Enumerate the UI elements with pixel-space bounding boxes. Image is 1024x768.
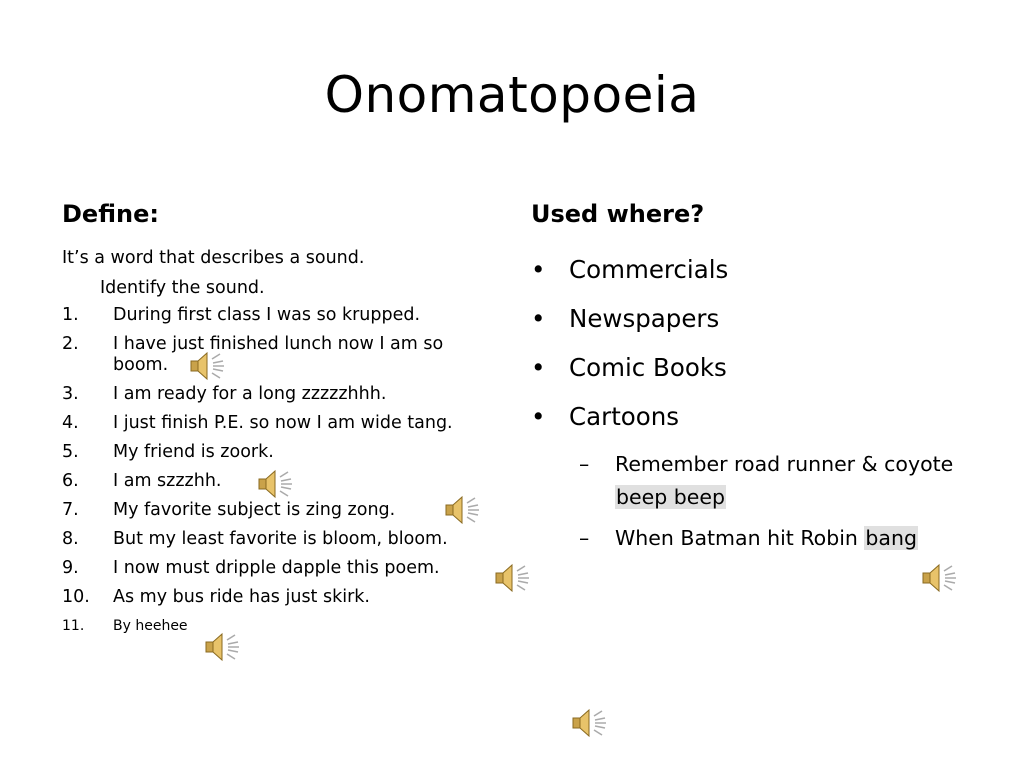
list-item [531,352,981,401]
list-text: My friend is zoork. [113,442,274,462]
list-item [579,522,969,555]
list-text: But my least favorite is bloom, bloom. [113,529,448,549]
list-text: I have just finished lunch now I am so boom. [113,334,444,375]
highlighted-sound: bang [865,526,918,550]
list-item [62,587,502,608]
list-item [62,558,502,579]
list-text: I now must dripple dapple this poem. [113,558,440,578]
list-text: My favorite subject is zing zong. [113,500,396,520]
list-item [531,401,981,450]
list-text: As my bus ride has just skirk. [113,587,370,607]
speaker-sound-icon[interactable] [570,707,610,739]
instruction-text: Identify the sound. [100,278,265,298]
list-number: 3. [62,384,79,404]
list-text: I am ready for a long zzzzzhhh. [113,384,387,404]
bullet-icon: • [531,402,546,431]
list-item [62,442,502,463]
list-item [62,529,502,550]
speaker-sound-icon[interactable] [920,562,960,594]
speaker-sound-icon[interactable] [256,468,296,500]
list-number: 10. [62,587,90,607]
list-number: 6. [62,471,79,491]
list-item [62,500,502,521]
list-text: By heehee [113,618,188,634]
list-number: 11. [62,618,85,634]
list-text: Comic Books [569,353,727,382]
define-heading: Define: [62,200,159,228]
list-item [531,303,981,352]
list-text: Newspapers [569,304,720,333]
definition-text: It’s a word that describes a sound. [62,248,365,268]
list-item [62,384,502,405]
list-item [531,254,981,303]
list-item [62,413,502,434]
list-item [579,448,969,514]
list-number: 7. [62,500,79,520]
slide-title: Onomatopoeia [324,66,700,124]
list-number: 2. [62,334,79,354]
used-where-heading: Used where? [531,200,705,228]
list-text: During first class I was so krupped. [113,305,421,325]
list-text: Commercials [569,255,729,284]
list-number: 4. [62,413,79,433]
list-number: 9. [62,558,79,578]
speaker-sound-icon[interactable] [188,350,228,382]
speaker-sound-icon[interactable] [443,494,483,526]
cartoon-examples-list [579,448,969,563]
highlighted-sound: beep beep [616,485,726,509]
speaker-sound-icon[interactable] [203,631,243,663]
bullet-icon: • [531,353,546,382]
list-number: 8. [62,529,79,549]
list-text: When Batman hit Robin [615,526,865,550]
speaker-sound-icon[interactable] [493,562,533,594]
list-text: Remember road runner & coyote [615,452,954,476]
list-item [62,305,502,326]
bullet-icon: • [531,255,546,284]
dash-icon: – [579,526,590,550]
list-item [62,616,502,637]
list-text: I am szzzhh. [113,471,222,491]
list-text: Cartoons [569,402,680,431]
list-number: 1. [62,305,79,325]
bullet-icon: • [531,304,546,333]
used-where-list [531,254,981,450]
list-item [62,334,502,376]
dash-icon: – [579,452,590,476]
list-number: 5. [62,442,79,462]
list-text: I just finish P.E. so now I am wide tang. [113,413,453,433]
